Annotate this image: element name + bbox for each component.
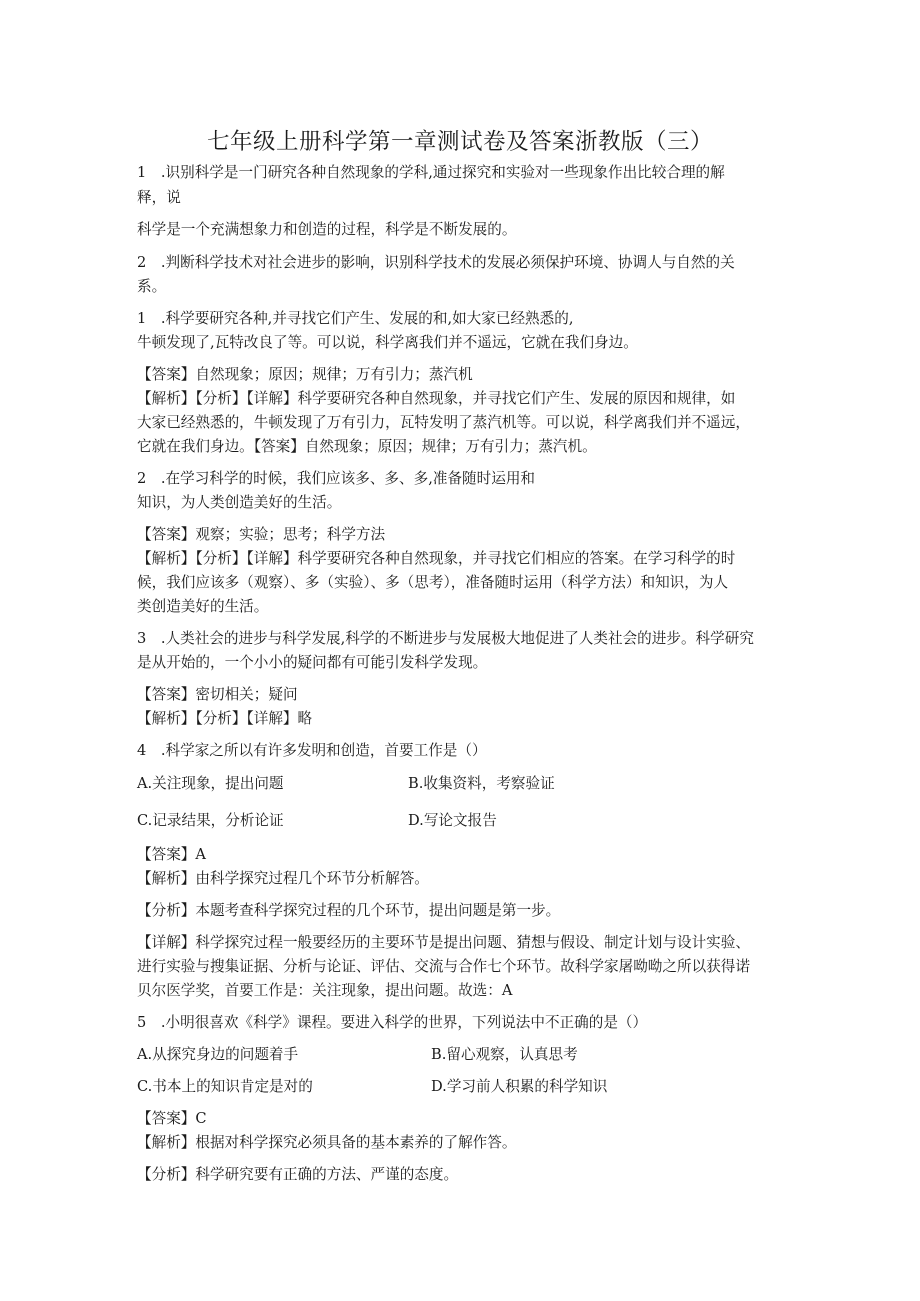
text-line: 3 .人类社会的进步与科学发展,科学的不断进步与发展极大地促进了人类社会的进步。科学研究 [137,630,754,647]
answer-line: 【答案】密切相关；疑问 [137,686,298,703]
text-line: 科学是一个充满想象力和创造的过程，科学是不断发展的。 [137,221,517,238]
analysis-line: 【解析】【分析】【详解】科学要研究各种自然现象，并寻找它们相应的答案。在学习科学的时 [137,550,736,567]
question-line: 4 .科学家之所以有许多发明和创造，首要工作是（） [137,742,487,759]
detail-line: 进行实验与搜集证据、分析与论证、评估、交流与合作七个环节。故科学家屠呦呦之所以获得诺 [137,958,750,975]
detail-line: 【详解】科学探究过程一般要经历的主要环节是提出问题、猜想与假设、制定计划与设计实验、 [137,934,750,951]
q4-option-b: B.收集资料，考察验证 [408,775,555,792]
analysis-line: 【解析】根据对科学探究必须具备的基本素养的了解作答。 [137,1134,517,1151]
answer-line: 【答案】A [137,846,206,863]
analysis-line: 【解析】【分析】【详解】略 [137,710,313,727]
analysis-line: 【解析】【分析】【详解】科学要研究各种自然现象，并寻找它们产生、发展的原因和规律，如 [137,390,736,407]
text-line: 1 .识别科学是一门研究各种自然现象的学科,通过探究和实验对一些现象作出比较合理的解 [137,164,725,181]
answer-line: 【答案】观察；实验；思考；科学方法 [137,526,386,543]
text-line: 1 .科学要研究各种,并寻找它们产生、发展的和,如大家已经熟悉的, [137,310,574,327]
text-line: 牛顿发现了,瓦特改良了等。可以说，科学离我们并不遥远，它就在我们身边。 [137,334,638,351]
q5-option-d: D.学习前人积累的科学知识 [431,1078,608,1095]
text-line: 知识，为人类创造美好的生活。 [137,494,342,511]
q4-option-c: C.记录结果，分析论证 [137,812,284,829]
analysis-line: 大家已经熟悉的，牛顿发现了万有引力，瓦特发明了蒸汽机等。可以说，科学离我们并不遥远， [137,414,750,431]
text-line: 2 .在学习科学的时候，我们应该多、多、多,准备随时运用和 [137,470,536,487]
answer-line: 【答案】C [137,1110,207,1127]
text-line: 2 .判断科学技术对社会进步的影响，识别科学技术的发展必须保护环境、协调人与自然的关 [137,254,735,271]
analysis-line: 候，我们应该多（观察）、多（实验）、多（思考），准备随时运用（科学方法）和知识，为人 [137,574,729,591]
detail-line: 贝尔医学奖，首要工作是：关注现象，提出问题。故选：A [137,982,513,999]
analysis-line: 【分析】科学研究要有正确的方法、严谨的态度。 [137,1166,459,1183]
q5-option-a: A.从探究身边的问题着手 [137,1046,299,1063]
q4-option-d: D.写论文报告 [408,812,497,829]
question-line: 5 .小明很喜欢《科学》课程。要进入科学的世界，下列说法中不正确的是（） [137,1014,648,1031]
text-line: 释，说 [137,189,181,206]
document-title: 七年级上册科学第一章测试卷及答案浙教版（三） [206,129,713,155]
answer-line: 【答案】自然现象；原因；规律；万有引力；蒸汽机 [137,366,473,383]
q5-option-c: C.书本上的知识肯定是对的 [137,1078,313,1095]
analysis-line: 【解析】由科学探究过程几个环节分析解答。 [137,870,429,887]
q4-option-a: A.关注现象，提出问题 [137,775,284,792]
text-line: 系。 [137,278,167,295]
analysis-line: 类创造美好的生活。 [137,598,269,615]
analysis-line: 它就在我们身边。【答案】自然现象；原因；规律；万有引力；蒸汽机。 [137,438,597,455]
text-line: 是从开始的，一个小小的疑问都有可能引发科学发现。 [137,654,488,671]
q5-option-b: B.留心观察，认真思考 [431,1046,578,1063]
analysis-line: 【分析】本题考查科学探究过程的几个环节，提出问题是第一步。 [137,902,561,919]
